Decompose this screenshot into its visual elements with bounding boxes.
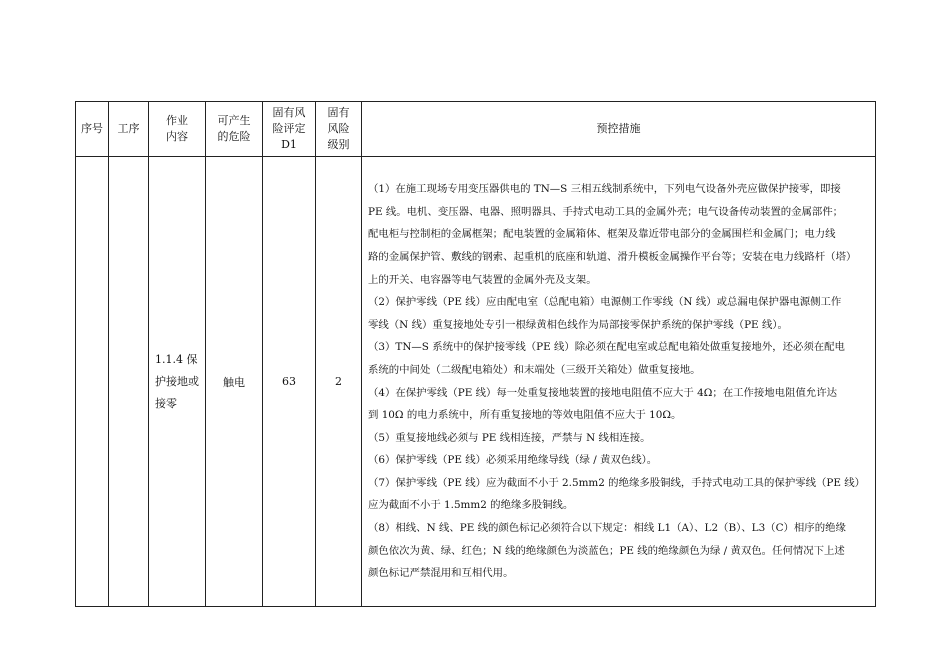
cell-process <box>109 157 149 607</box>
measure-line: （3）TN—S 系统中的保护接零线（PE 线）除必须在配电室或总配电箱处做重复接地外，还必须在配电 <box>368 341 845 354</box>
header-d1-line1: 固有风 <box>272 106 306 119</box>
cell-content <box>149 157 206 607</box>
header-level-line2: 风险 <box>327 122 350 135</box>
header-d1-line2: 险评定 <box>272 122 306 135</box>
header-hazard-line2: 的危险 <box>217 130 251 143</box>
header-content <box>149 102 206 157</box>
measure-line: （5）重复接地线必须与 PE 线相连接，严禁与 N 线相连接。 <box>368 431 651 444</box>
measure-line: 系统的中间处（二级配电箱处）和末端处（三级开关箱处）做重复接地。 <box>368 363 701 376</box>
cell-seq <box>76 157 109 607</box>
measure-line: 零线（N 线）重复接地处专引一根绿黄相色线作为局部接零保护系统的保护零线（PE 线）。 <box>368 318 788 331</box>
measure-line: （6）保护零线（PE 线）必须采用绝缘导线（绿 / 黄双色线）。 <box>368 454 658 467</box>
measure-line: （8）相线、N 线、PE 线的颜色标记必须符合以下规定：相线 L1（A）、L2（B）、L3（C）相序的绝缘 <box>368 522 846 535</box>
table-row <box>76 157 876 607</box>
cell-d1: 63 <box>263 157 316 607</box>
risk-control-table <box>75 101 876 607</box>
measure-line: 应为截面不小于 1.5mm2 的绝缘多股铜线。 <box>368 499 574 512</box>
header-d1-line3: D1 <box>281 138 297 151</box>
header-process: 工序 <box>109 102 149 157</box>
measure-line: （4）在保护零线（PE 线）每一处重复接地装置的接地电阻值不应大于 4Ω；在工作接地电阻值允许达 <box>368 386 838 399</box>
measure-line: 配电柜与控制柜的金属框架；配电装置的金属箱体、框架及靠近带电部分的金属围栏和金属门；电力线 <box>368 228 836 241</box>
header-level-line1: 固有 <box>327 106 350 119</box>
measure-line: （7）保护零线（PE 线）应为截面不小于 2.5mm2 的绝缘多股铜线，手持式电动工具的保护零线（PE 线） <box>368 476 866 489</box>
measure-line: 上的开关、电容器等电气装置的金属外壳及支架。 <box>368 273 597 286</box>
cell-level: 2 <box>316 157 362 607</box>
header-hazard-line1: 可产生 <box>217 114 251 127</box>
cell-content-line2: 护接地或 <box>155 374 199 388</box>
header-seq: 序号 <box>76 102 109 157</box>
header-measures: 预控措施 <box>362 102 876 157</box>
measure-line: 颜色依次为黄、绿、红色；N 线的绝缘颜色为淡蓝色；PE 线的绝缘颜色为绿 / 黄双色。任何情况下上述 <box>368 544 845 557</box>
header-level <box>316 102 362 157</box>
measure-line: 到 10Ω 的电力系统中，所有重复接地的等效电阻值不应大于 10Ω。 <box>368 409 682 422</box>
measure-line: 路的金属保护管、敷线的钢索、起重机的底座和轨道、滑升模板金属操作平台等；安装在电力线路杆（塔） <box>368 250 857 263</box>
cell-measures <box>362 157 876 607</box>
header-row <box>76 102 876 157</box>
cell-hazard: 触电 <box>206 157 263 607</box>
header-content-line2: 内容 <box>166 130 188 143</box>
cell-content-line3: 接零 <box>155 396 177 410</box>
measure-line: （1）在施工现场专用变压器供电的 TN—S 三相五线制系统中，下列电气设备外壳应做保护接零，即接 <box>368 183 841 196</box>
header-level-line3: 级别 <box>327 138 350 151</box>
header-d1 <box>263 102 316 157</box>
measure-line: PE 线。电机、变压器、电器、照明器具、手持式电动工具的金属外壳；电气设备传动装置的金属部件； <box>368 205 844 218</box>
header-content-line1: 作业 <box>166 114 188 127</box>
measure-line: 颜色标记严禁混用和互相代用。 <box>368 567 514 580</box>
measure-line: （2）保护零线（PE 线）应由配电室（总配电箱）电源侧工作零线（N 线）或总漏电保护器电源侧工作 <box>368 296 842 309</box>
header-hazard <box>206 102 263 157</box>
cell-content-line1: 1.1.4 保 <box>155 352 198 366</box>
